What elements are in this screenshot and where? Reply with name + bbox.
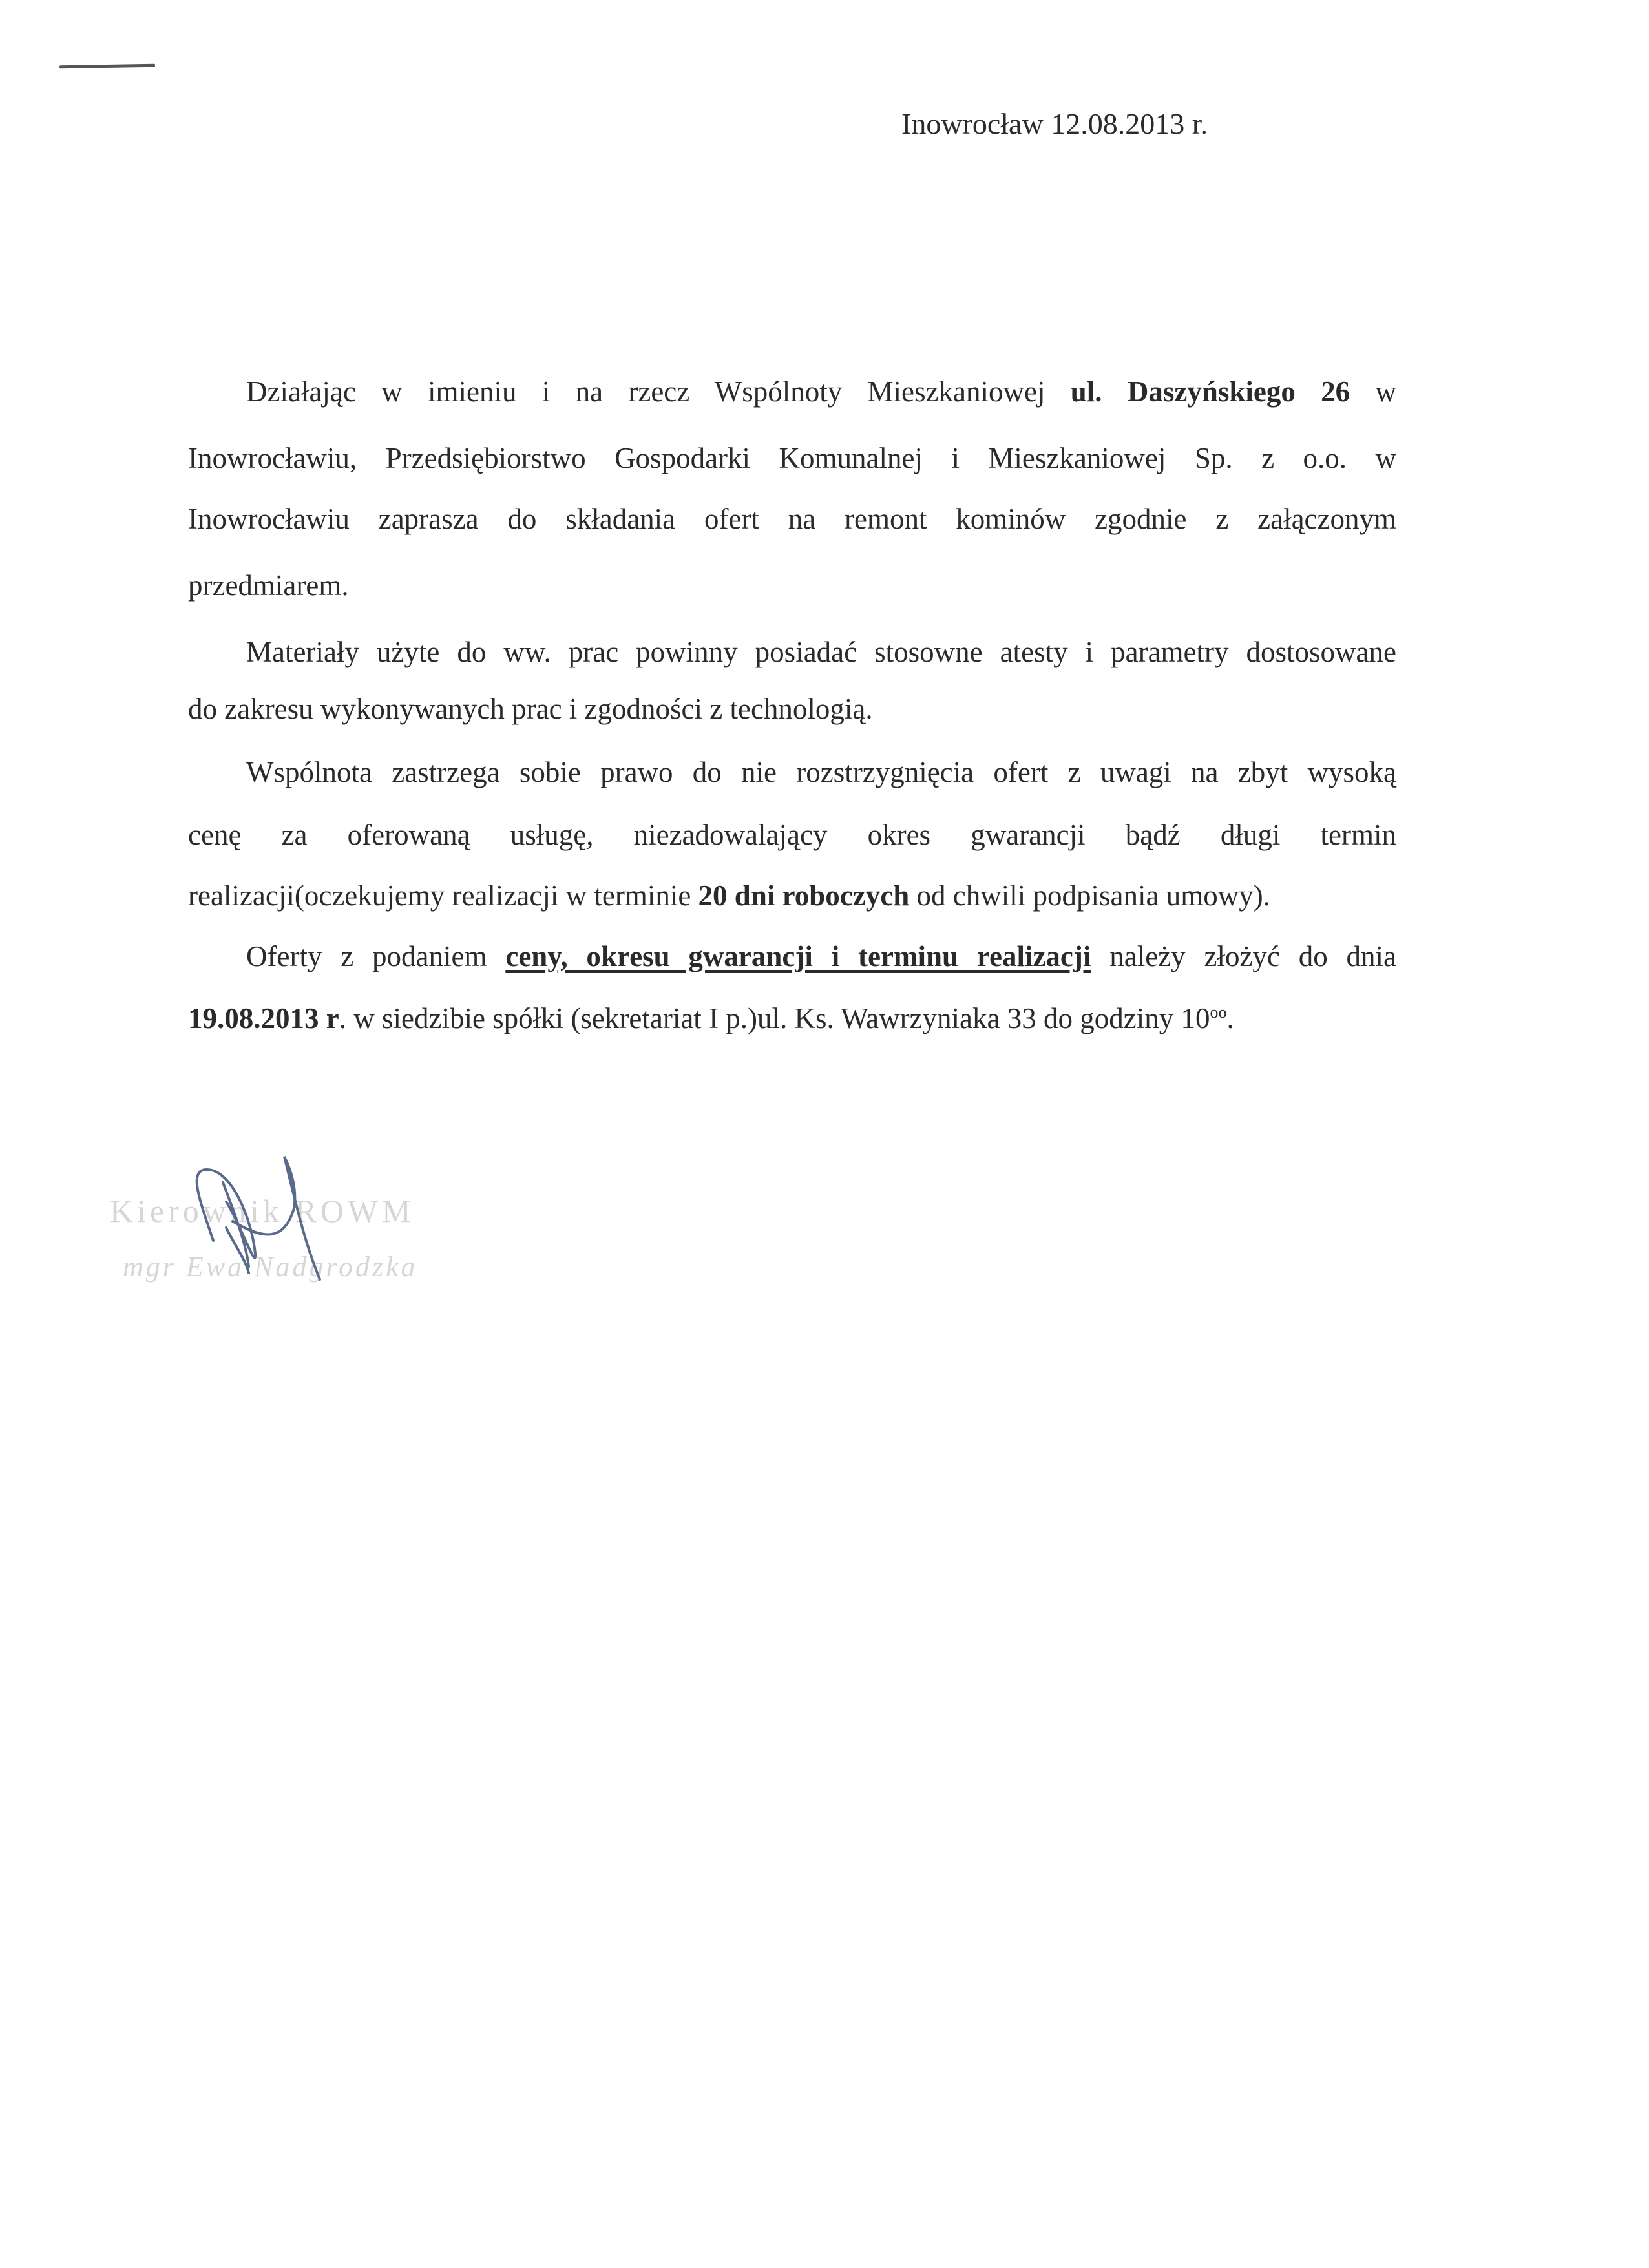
body-line: Materiały użyte do ww. prac powinny posiadać stosowne atesty i parametry dostosowane — [246, 636, 1396, 668]
body-line — [246, 375, 1396, 408]
requirements-underlined: ceny, okresu gwarancji i terminu realizacji — [505, 940, 1091, 972]
stamp-line-1: Kierownik ROWM — [110, 1193, 415, 1229]
deadline-bold: 20 dni roboczych — [698, 879, 910, 912]
text: . — [1226, 1002, 1234, 1034]
scan-mark — [59, 64, 155, 69]
body-line: do zakresu wykonywanych prac i zgodności z technologią. — [188, 693, 873, 725]
address-bold: ul. Daszyńskiego 26 — [1070, 375, 1350, 408]
signature — [162, 1144, 330, 1299]
body-line: cenę za oferowaną usługę, niezadowalający okres gwarancji bądź długi termin — [188, 819, 1396, 851]
body-line: przedmiarem. — [188, 569, 349, 602]
body-line: Inowrocławiu zaprasza do składania ofert na remont kominów zgodnie z załączonym — [188, 503, 1396, 535]
text: należy złożyć do dnia — [1091, 940, 1397, 972]
body-line — [246, 940, 1396, 973]
body-line — [188, 1002, 1396, 1035]
body-line: Wspólnota zastrzega sobie prawo do nie rozstrzygnięcia ofert z uwagi na zbyt wysoką — [246, 756, 1396, 788]
text: Oferty z podaniem — [246, 940, 506, 972]
text: realizacji(oczekujemy realizacji w terminie — [188, 879, 698, 912]
due-date-bold: 19.08.2013 r — [188, 1002, 339, 1034]
body-line — [188, 879, 1396, 912]
body-line: Inowrocławiu, Przedsiębiorstwo Gospodarki Komunalnej i Mieszkaniowej Sp. z o.o. w — [188, 442, 1396, 474]
text: w — [1350, 375, 1396, 408]
superscript: oo — [1210, 1003, 1227, 1022]
text: Działając w imieniu i na rzecz Wspólnoty Mieszkaniowej — [246, 375, 1071, 408]
stamp-line-2: mgr Ewa Nadgrodzka — [123, 1251, 418, 1283]
letter-date: Inowrocław 12.08.2013 r. — [901, 107, 1208, 140]
text: . w siedzibie spółki (sekretariat I p.)ul. Ks. Wawrzyniaka 33 do godziny 10 — [339, 1002, 1210, 1034]
text: od chwili podpisania umowy). — [909, 879, 1270, 912]
